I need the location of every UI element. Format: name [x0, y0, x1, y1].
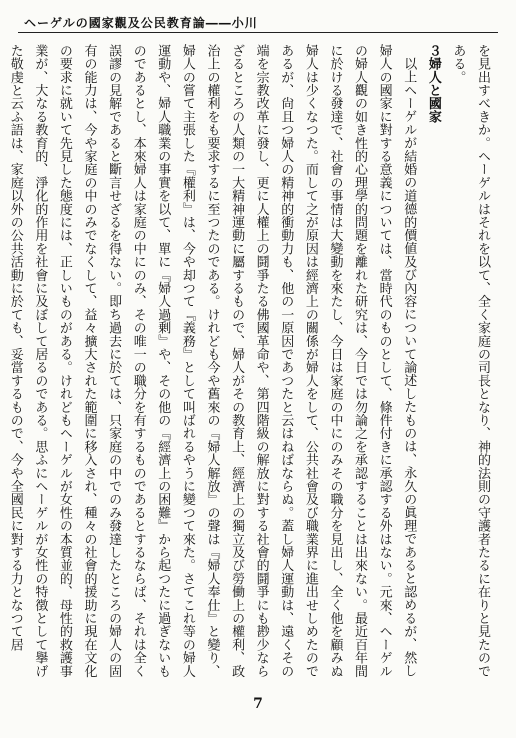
- paragraph-1: 以上ヘーゲルが結婚の道德的價値及び內容について論述したものは、永久の眞理であると認めるが、然し婦人の國家に對する意義については、當時代のものとして、條件付きに承認する外はない。元來、ヘーゲルの婦人觀の如き性的心理學的問題を離れた研究は、今日では勿論之を承認することは出來ない。最近百年間に於ける發達で、社會の事情は大變動を來たし、今日は家庭の中にのみその職分を見出し、全く他を顧みぬ婦人は少くなつた。而して之が原因は經濟上の關係が婦人をして、公共社會及び職業界に進出せしめたのであるが、尙且つ婦人の精神的衝動力も、他の一原因であつたと云はねばならぬ。蓋し婦人運動は、遠くその端を宗教改革に發し、更に人權上の鬪爭たる佛國革命や、第四階級の解放に對する社會的鬪爭にも尠少ならざるところの人類の一大精神運動に屬するもので、婦人がその教育上、經濟上の獨立及び勞働上の權利、政治上の權利をも要求するに至つたのである。けれども今や舊來の『婦人解放』の聲は『婦人奉仕』と變り、婦人の嘗て主張した『權利』は、今や却つて『義務』として叫ばれるやうに變つて來た。さてこれ等の婦人運動や、婦人職業の事實を以て、單に『婦人過剰』や、その他の『經濟上の困難』から起つたに過ぎないものであるとし、本來婦人は家庭の中にのみ、その唯一の職分を有するものであるとするならば、それは全く誤謬の見解であると斷言せざるを得ない。即ち過去に於ては、只家庭の中でのみ發達したところの婦人の固有の能力は、今や家庭の中のみでなくして、益々擴大された範圍に移入され、種々の社會的援助に現在文化の要求に就いて先見した態度には、正しいものがある。けれどもヘーゲルが女性の本質並的、母性的救護事業が、大なる教育的、淨化的作用を社會に及ぼして居るのである。思ふにヘーゲルが女性の特徴として擧げた敬虔と云ふ語は、家庭以外の公共活動に於ても、妥當するもので、今や全國民に對する力となつて居: [7, 44, 417, 678]
- running-header-title: ヘーゲルの國家觀及公民教育論――小川: [24, 16, 258, 30]
- lead-text: [445, 44, 494, 684]
- article-body: [7, 44, 494, 684]
- lead-text-main: を見出すべきか。ヘーゲルはそれを以て、全く家庭の司長となり、神的法則の守護者たるに在りと見たのであ: [450, 44, 490, 678]
- header-rule: [18, 32, 498, 33]
- lead-text-end: る。: [450, 57, 466, 84]
- running-header: [24, 14, 492, 31]
- page-number: 7: [253, 696, 263, 712]
- section-heading: ３婦人と國家: [425, 44, 441, 124]
